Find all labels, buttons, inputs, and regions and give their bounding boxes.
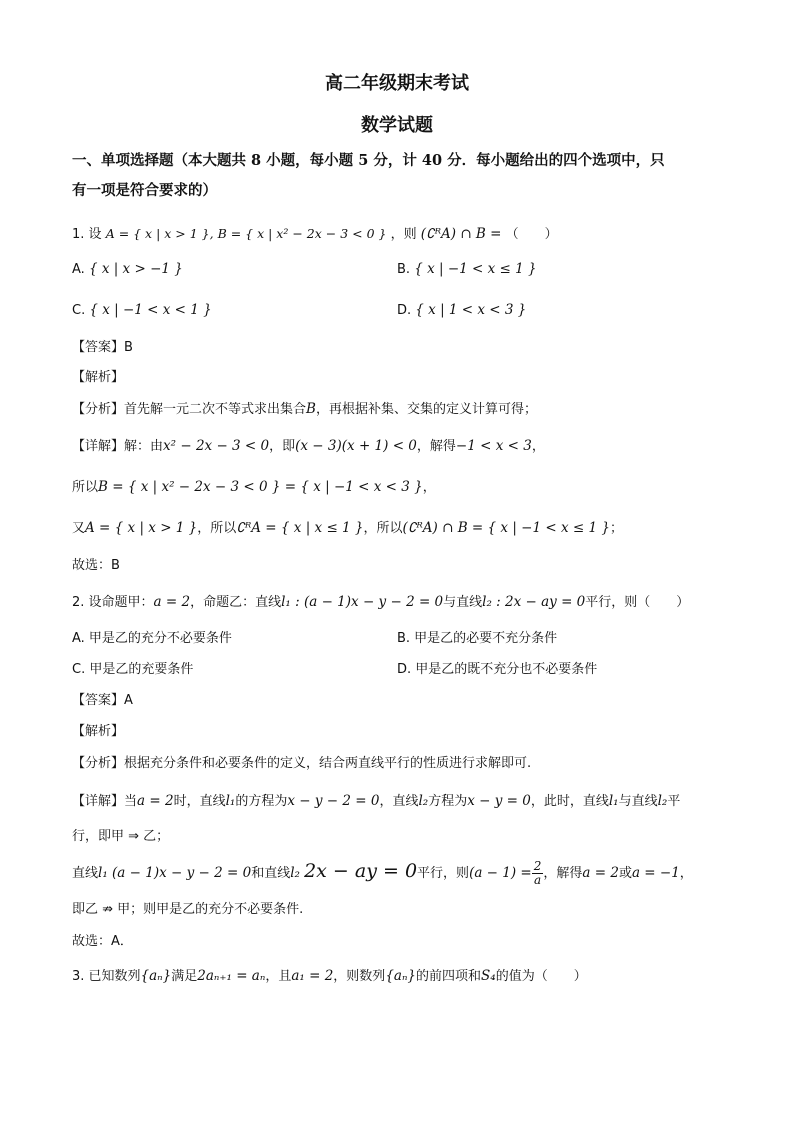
q3-stem: 3. 已知数列{aₙ}满足2aₙ₊₁ = aₙ，且a₁ = 2，则数列{aₙ}的前四项和S₄的值为（ ） <box>72 968 587 984</box>
q2-detail-line1: 【详解】当a = 2时，直线l₁的方程为x − y − 2 = 0，直线l₂方程为x − y = 0，此时，直线l₁与直线l₂平 <box>72 793 681 809</box>
q1-option-d[interactable]: D. { x | 1 < x < 3 } <box>397 302 527 318</box>
q1-option-c[interactable]: C. { x | −1 < x < 1 } <box>72 302 212 318</box>
q1-choice: 故选：B <box>72 558 120 573</box>
q2-detail-line4: 即乙 ⇏ 甲；则甲是乙的充分不必要条件. <box>72 902 304 917</box>
subject-title: 数学试题 <box>361 115 433 136</box>
q1-answer: 【答案】B <box>72 340 133 355</box>
q2-option-b[interactable]: B. 甲是乙的必要不充分条件 <box>397 631 558 646</box>
q2-option-c[interactable]: C. 甲是乙的充要条件 <box>72 662 194 677</box>
q1-analysis-tag: 【解析】 <box>72 370 125 385</box>
q2-stem: 2. 设命题甲：a = 2，命题乙：直线l₁ : (a − 1)x − y − 2 = 0与直线l₂ : 2x − ay = 0平行，则（ ） <box>72 594 690 610</box>
q2-answer: 【答案】A <box>72 693 133 708</box>
q2-option-a[interactable]: A. 甲是乙的充分不必要条件 <box>72 631 232 646</box>
q1-stem: 1. 设 A = { x | x > 1 }, B = { x | x² − 2x − 3 < 0 } ，则 (∁ᴿA) ∩ B = （ ） <box>72 226 558 242</box>
q1-fenxi: 【分析】首先解一元二次不等式求出集合B，再根据补集、交集的定义计算可得； <box>72 401 537 417</box>
q2-detail-line2: 行，即甲 ⇒ 乙； <box>72 829 170 844</box>
q2-fenxi: 【分析】根据充分条件和必要条件的定义，结合两直线平行的性质进行求解即可. <box>72 756 532 771</box>
q2-option-d[interactable]: D. 甲是乙的既不充分也不必要条件 <box>397 662 598 677</box>
q1-detail: 【详解】解：由x² − 2x − 3 < 0，即(x − 3)(x + 1) < 0，解得−1 < x < 3， <box>72 438 545 454</box>
exam-title: 高二年级期末考试 <box>325 73 469 94</box>
q1-line-so: 所以B = { x | x² − 2x − 3 < 0 } = { x | −1 < x < 3 }， <box>72 479 436 495</box>
q1-option-b[interactable]: B. { x | −1 < x ≤ 1 } <box>397 261 537 277</box>
q2-analysis-tag: 【解析】 <box>72 724 125 739</box>
section-heading-line1: 一、单项选择题（本大题共 8 小题，每小题 5 分，计 40 分．每小题给出的四个选项中，只 <box>72 152 665 169</box>
fraction: $\frac{2}{a}$ <box>533 859 542 887</box>
section-heading-line2: 有一项是符合要求的） <box>72 182 217 199</box>
q2-choice: 故选：A． <box>72 934 133 949</box>
q1-option-a[interactable]: A. { x | x > −1 } <box>72 261 183 277</box>
q1-line-also: 又A = { x | x > 1 }，所以∁ᴿA = { x | x ≤ 1 }，所以(∁ᴿA) ∩ B = { x | −1 < x ≤ 1 }； <box>72 520 623 536</box>
q2-detail-line3: 直线l₁ (a − 1)x − y − 2 = 0和直线l₂ 2x − ay = 0平行，则(a − 1) = $\frac{2}{a}$ ，解得a = 2或a = −1， <box>72 859 693 887</box>
